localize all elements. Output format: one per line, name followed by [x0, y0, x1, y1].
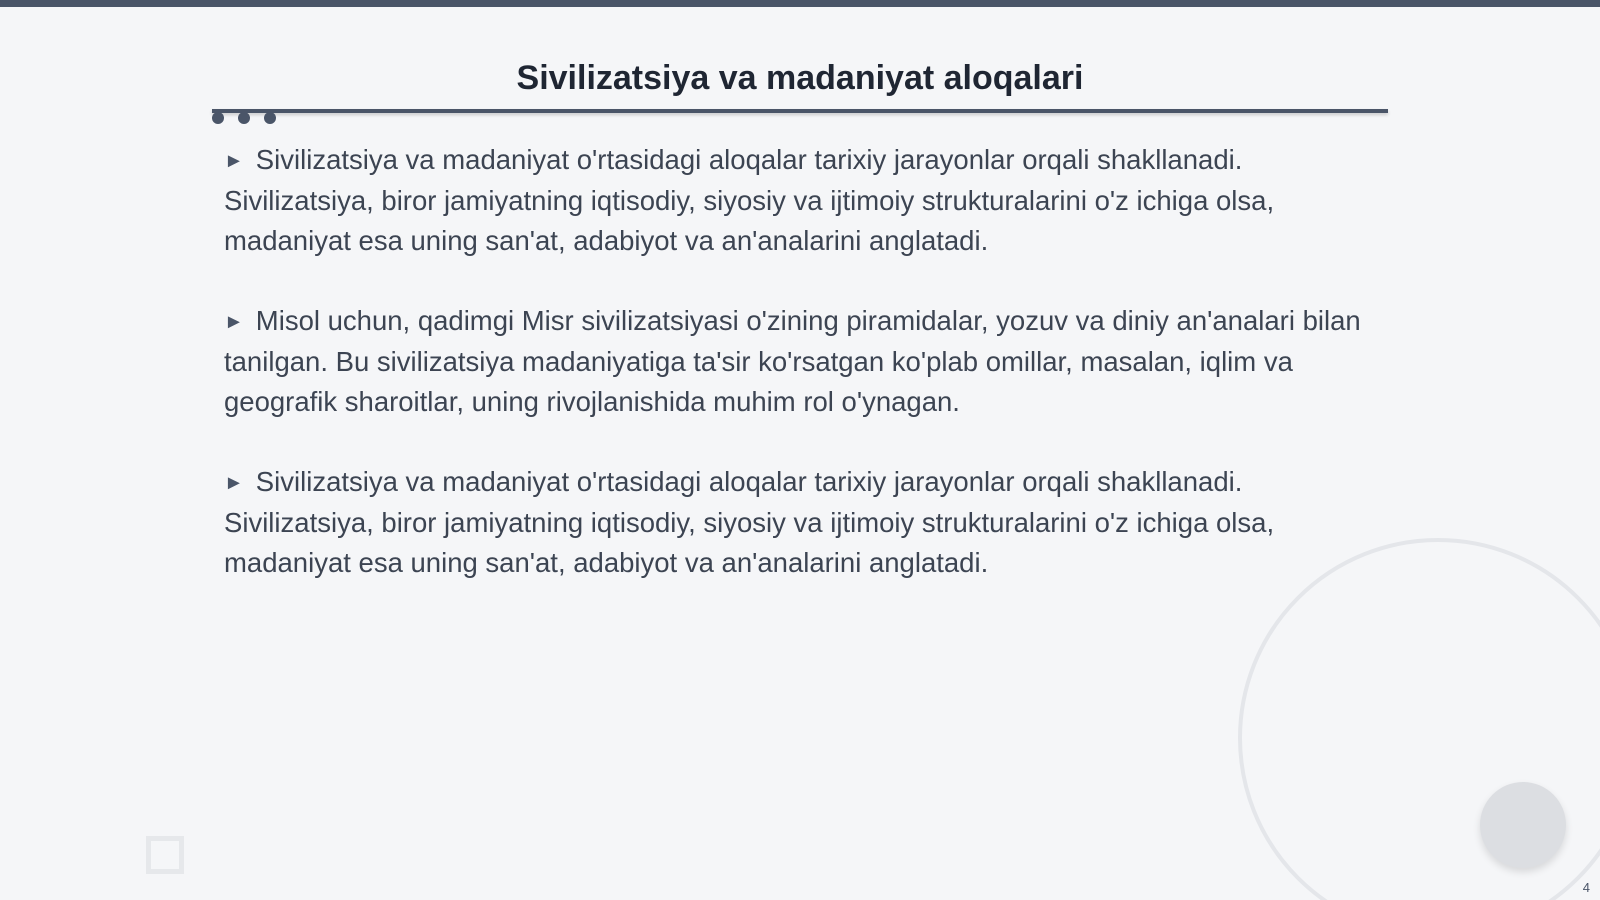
decorative-dot: [238, 112, 250, 124]
bullet-text: Sivilizatsiya va madaniyat o'rtasidagi aloqalar tarixiy jarayonlar orqali shakllanadi. Sivilizatsiya, biror jamiyatning iqtisodiy, siyosiy va ijtimoiy strukturalarini o'z ichiga olsa, madaniyat esa uning san'at, adabiyot va an'analarini anglatadi.: [224, 466, 1275, 578]
decorative-circle: [1480, 782, 1566, 868]
bullet-arrow-icon: ►: [224, 311, 244, 333]
bullet-text: Misol uchun, qadimgi Misr sivilizatsiyasi o'zining piramidalar, yozuv va diniy an'analari bilan tanilgan. Bu sivilizatsiya madaniyatiga ta'sir ko'rsatgan ko'plab omillar, masalan, iqlim va geografik sharoitlar, uning rivojlanishida muhim rol o'ynagan.: [224, 305, 1361, 417]
decorative-square: [146, 836, 184, 874]
bullet-item: [224, 140, 1364, 261]
bullet-item: [224, 301, 1364, 422]
slide-title: Sivilizatsiya va madaniyat aloqalari: [516, 59, 1084, 97]
bullet-item: [224, 462, 1364, 583]
bullet-list: [224, 140, 1364, 623]
decorative-dot: [264, 112, 276, 124]
title-underline: [212, 109, 1388, 113]
bullet-text: Sivilizatsiya va madaniyat o'rtasidagi aloqalar tarixiy jarayonlar orqali shakllanadi. Sivilizatsiya, biror jamiyatning iqtisodiy, siyosiy va ijtimoiy strukturalarini o'z ichiga olsa, madaniyat esa uning san'at, adabiyot va an'analarini anglatadi.: [224, 144, 1275, 256]
top-accent-bar: [0, 0, 1600, 7]
bullet-arrow-icon: ►: [224, 472, 244, 494]
page-number: 4: [1582, 880, 1590, 895]
bullet-arrow-icon: ►: [224, 150, 244, 172]
decorative-dot: [212, 112, 224, 124]
